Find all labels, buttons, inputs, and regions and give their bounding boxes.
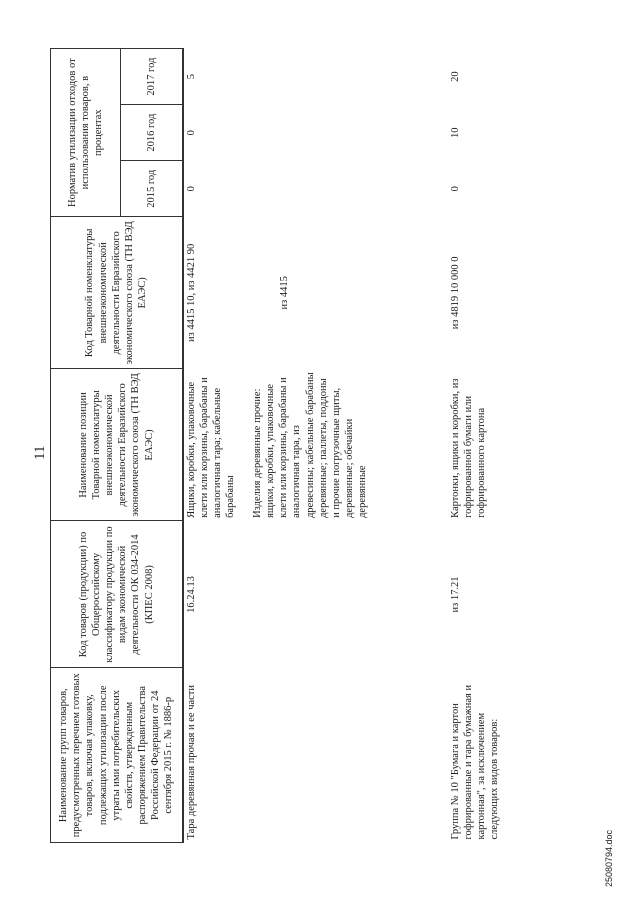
- tnved-code-a: из 4415 10, из 4421 90: [185, 243, 197, 342]
- waste-norms-table: [50, 48, 502, 843]
- header-year-2017: 2017 год: [121, 49, 183, 105]
- footer-file-code: 25080794.doc: [604, 829, 614, 887]
- tnved-name-b: Изделия деревянные прочие: ящики, коробки, упаковочные клети или корзины, барабаны и аналогичная тара, из древесины; кабельные барабаны деревянные; паллеты, поддоны и прочие погрузочные щиты, деревянные; обечайки деревянные: [252, 372, 368, 518]
- header-year-2015: 2015 год: [121, 161, 183, 217]
- table-row: [448, 49, 503, 843]
- cell-tnved-code: из 4819 10 000 0: [449, 256, 461, 330]
- cell-norm-2015: 0: [183, 161, 448, 217]
- cell-norm-2016: 0: [183, 105, 448, 161]
- header-product-group: Наименование групп товаров, предусмотренных перечнем готовых товаров, включая упаковку, подлежащих утилизации после утраты ими потребительских свойств, утвержденным распоряжением Правительства Российской Федерации от 24 сентября 2015 г. № 1886-р: [51, 668, 183, 843]
- cell-okpd-code: из 17.21: [449, 576, 461, 613]
- header-tnved-name: Наименование позиции Товарной номенклатуры внешнеэкономической деятельности Евразийского экономического союза (ТН ВЭД ЕАЭС): [51, 369, 183, 521]
- cell-tnved-code: [183, 217, 448, 369]
- tnved-name-a: Ящики, коробки, упаковочные клети или корзины, барабаны и аналогичная тара; кабельные барабаны: [185, 377, 236, 518]
- cell-norm-2017: 20: [449, 71, 461, 82]
- table-row: [183, 49, 448, 843]
- header-year-2016: 2016 год: [121, 105, 183, 161]
- cell-okpd-code: 16.24.13: [183, 521, 448, 668]
- cell-tnved-name: [183, 369, 448, 521]
- page-number: 11: [32, 445, 48, 460]
- cell-norm-2017: 5: [183, 49, 448, 105]
- header-tnved-code: Код Товарной номенклатуры внешнеэкономической деятельности Евразийского экономического союза (ТН ВЭД ЕАЭС): [51, 217, 183, 369]
- cell-tnved-name: Картонки, ящики и коробки, из гофрированной бумаги или гофрированного картона: [449, 378, 487, 518]
- tnved-code-b: из 4415: [278, 276, 290, 310]
- cell-product-group: Тара деревянная прочая и ее части: [183, 668, 448, 843]
- cell-norm-2016: 10: [449, 127, 461, 138]
- header-norm-group: Норматив утилизации отходов от использования товаров, в процентах: [51, 49, 121, 217]
- cell-norm-2015: 0: [449, 186, 461, 192]
- cell-product-group: Группа № 10 "Бумага и картон гофрированные и тара бумажная и картонная", за исключением следующих видов товаров:: [449, 684, 500, 840]
- header-okpd-code: Код товаров (продукции) по Общероссийскому классификатору продукции по видам экономической деятельности ОК 034-2014 (КПЕС 2008): [51, 521, 183, 668]
